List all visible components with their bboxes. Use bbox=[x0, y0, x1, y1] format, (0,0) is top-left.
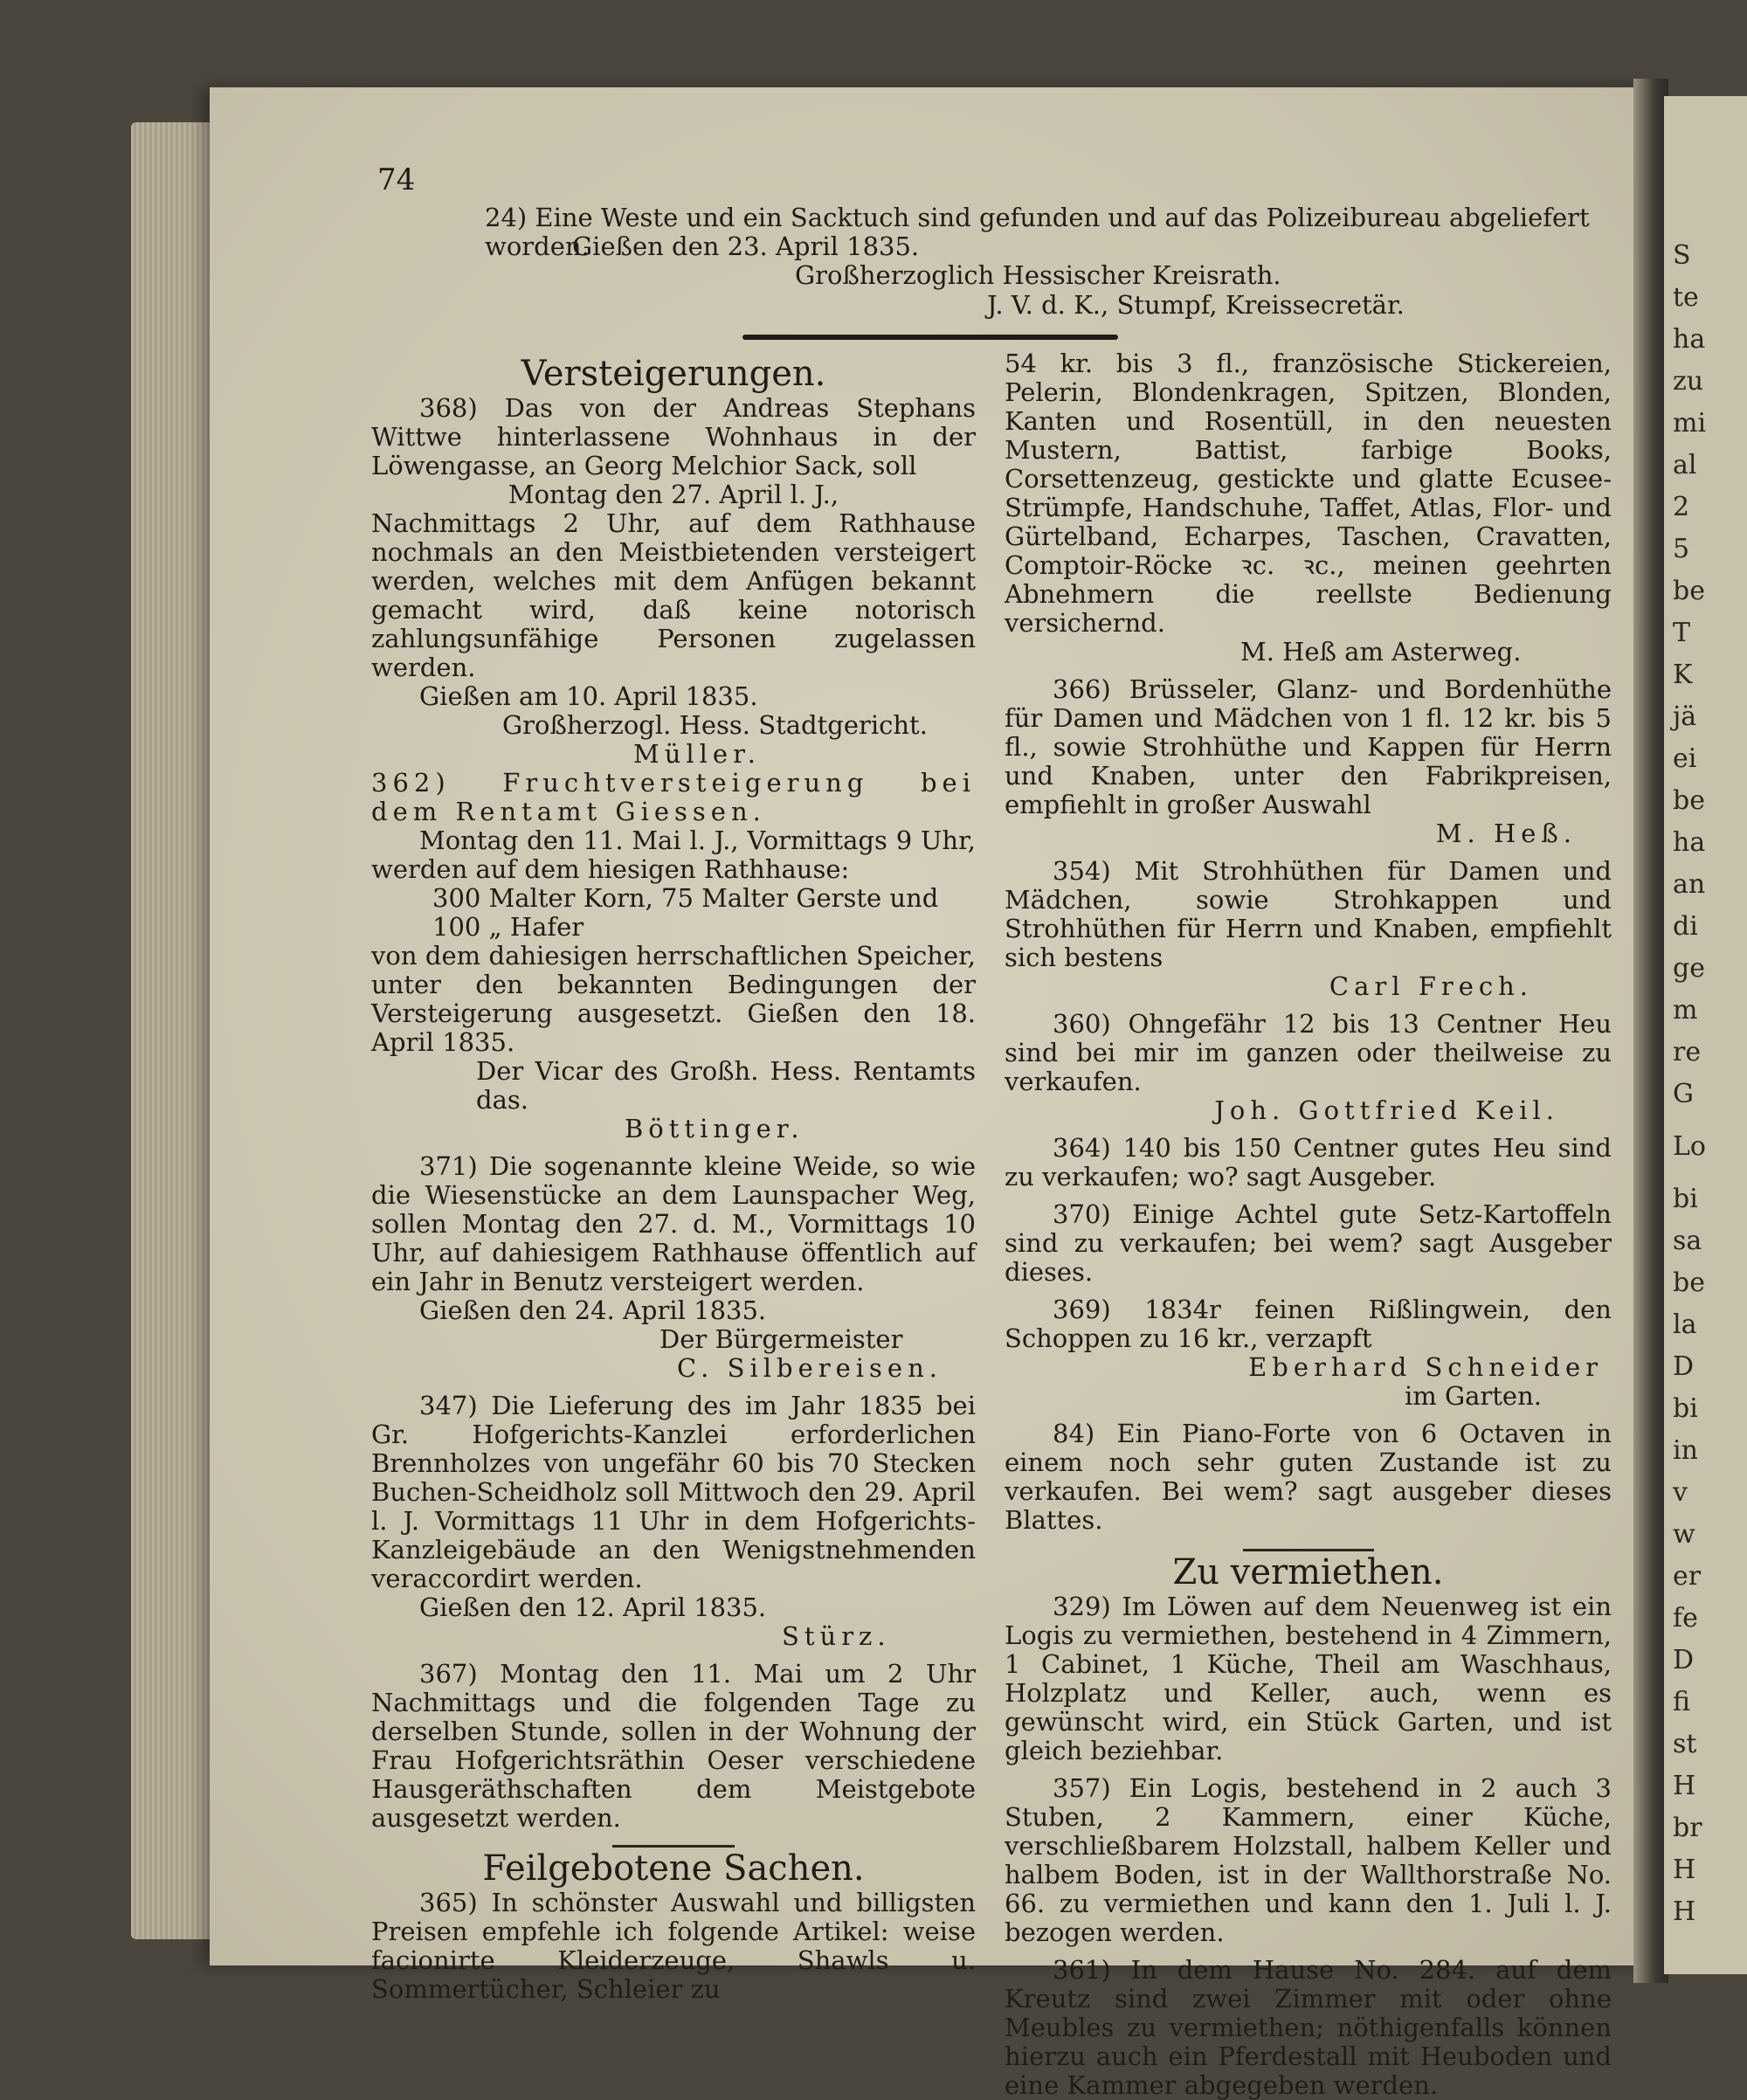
facing-page-fragment: be bbox=[1673, 1268, 1705, 1298]
notice-365: 365) In schönster Auswahl und billigsten Preisen empfehle ich folgende Artikel: weise facionirte Kleiderzeuge, Shawls u. Sommertücher, Schleier zu bbox=[371, 1888, 976, 2004]
book-gutter bbox=[1633, 79, 1668, 1983]
facing-page-fragment: S bbox=[1673, 240, 1691, 271]
facing-page-fragment: D bbox=[1673, 1645, 1695, 1675]
facing-page-fragment: ei bbox=[1673, 743, 1697, 774]
heading-goods: Feilgebotene Sachen. bbox=[482, 1848, 865, 1889]
facing-page-fragment: K bbox=[1673, 660, 1693, 690]
facing-page-fragment: br bbox=[1673, 1813, 1702, 1843]
notice-368-authority: Großherzogl. Hess. Stadtgericht. bbox=[502, 710, 928, 740]
notice-362-item2: 100 „ Hafer bbox=[432, 912, 584, 942]
page-number: 74 bbox=[377, 162, 416, 197]
notice-24-authority: Großherzoglich Hessischer Kreisrath. bbox=[795, 260, 1281, 290]
notice-368-place: Gießen am 10. April 1835. bbox=[419, 681, 758, 711]
notice-366-signer: M. Heß. bbox=[1435, 819, 1577, 848]
facing-page-fragment: D bbox=[1673, 1351, 1695, 1382]
facing-page-fragment: Lo bbox=[1673, 1131, 1706, 1162]
notice-354-signer: Carl Frech. bbox=[1329, 971, 1533, 1001]
facing-page-fragment: H bbox=[1673, 1771, 1696, 1801]
notice-365-signer: M. Heß am Asterweg. bbox=[1240, 637, 1522, 667]
notice-360: 360) Ohngefähr 12 bis 13 Centner Heu sind bei mir im ganzen oder theilweise zu verkaufen. bbox=[1005, 1009, 1612, 1096]
facing-page-fragment: be bbox=[1673, 785, 1705, 816]
section-rule bbox=[612, 1845, 735, 1848]
facing-page-fragment: bi bbox=[1673, 1184, 1698, 1214]
notice-371: 371) Die sogenannte kleine Weide, so wie die Wiesenstücke an dem Launspacher Weg, sollen Montag den 27. d. M., Vormittags 10 Uhr, auf dahiesigem Rathhause öffentlich auf ein Jahr in Benutz versteigert werden. bbox=[371, 1151, 976, 1296]
facing-page-fragment: T bbox=[1673, 618, 1691, 648]
facing-page-fragment: sa bbox=[1673, 1226, 1702, 1256]
section-rule-2 bbox=[1243, 1549, 1374, 1551]
notice-369-signer-place: im Garten. bbox=[1404, 1381, 1542, 1411]
facing-page-fragment: ha bbox=[1673, 827, 1706, 858]
facing-page-fragment: 5 bbox=[1673, 534, 1690, 564]
facing-page-fragment: bi bbox=[1673, 1393, 1698, 1424]
facing-page-fragment: st bbox=[1673, 1729, 1697, 1759]
facing-page-fragment: H bbox=[1673, 1896, 1696, 1927]
facing-page-fragment: zu bbox=[1673, 366, 1704, 397]
notice-362-signer: Böttinger. bbox=[625, 1114, 804, 1143]
notice-357: 357) Ein Logis, bestehend in 2 auch 3 Stuben, 2 Kammern, einer Küche, verschließbarem Holzstall, halbem Keller und halbem Boden, ist in der Wallthorstraße No. 66. zu vermiethen und kann den 1. Juli l. J. bezogen werden. bbox=[1005, 1773, 1612, 1947]
notice-364: 364) 140 bis 150 Centner gutes Heu sind zu verkaufen; wo? sagt Ausgeber. bbox=[1005, 1133, 1612, 1192]
notice-371-place: Gießen den 24. April 1835. bbox=[419, 1295, 767, 1325]
notice-370: 370) Einige Achtel gute Setz-Kartoffeln sind zu verkaufen; bei wem? sagt Ausgeber dieses. bbox=[1005, 1199, 1612, 1287]
notice-369: 369) 1834r feinen Rißlingwein, den Schoppen zu 16 kr., verzapft bbox=[1005, 1295, 1612, 1353]
facing-page-fragment: G bbox=[1673, 1079, 1694, 1109]
facing-page-fragment: H bbox=[1673, 1855, 1696, 1885]
notice-362: Montag den 11. Mai l. J., Vormittags 9 Uhr, werden auf dem hiesigen Rathhause: bbox=[371, 825, 976, 884]
notice-24-signer: J. V. d. K., Stumpf, Kreissecretär. bbox=[987, 290, 1405, 320]
notice-368-body: Nachmittags 2 Uhr, auf dem Rathhause nochmals an den Meistbietenden versteigert werden, welches mit dem Anfügen bekannt gemacht wird, daß keine notorisch zahlungsunfähige Personen zugelassen werden. bbox=[371, 508, 976, 682]
notice-347: 347) Die Lieferung des im Jahr 1835 bei Gr. Hofgerichts-Kanzlei erforderlichen Brennholzes von ungefähr 60 bis 70 Stecken Buchen-Scheidholz soll Mittwoch den 29. April l. J. Vormittags 11 Uhr in dem Hofgerichts-Kanzleigebäude an den Wenigstnehmenden veraccordirt werden. bbox=[371, 1391, 976, 1593]
notice-368-signer: Müller. bbox=[633, 739, 761, 769]
notice-366: 366) Brüsseler, Glanz- und Bordenhüthe für Damen und Mädchen von 1 fl. 12 kr. bis 5 fl., sowie Strohhüthe und Kappen für Herrn und Knaben, unter den Fabrikpreisen, empfiehlt in großer Auswahl bbox=[1005, 674, 1612, 819]
header-rule bbox=[742, 335, 1118, 340]
facing-page-fragment: be bbox=[1673, 576, 1705, 606]
notice-329: 329) Im Löwen auf dem Neuenweg ist ein Logis zu vermiethen, bestehend in 4 Zimmern, 1 Cabinet, 1 Küche, Theil am Waschhaus, Holzplatz und Keller, auch, wenn es gewünscht wird, ein Stück Garten, und ist gleich beziehbar. bbox=[1005, 1592, 1612, 1765]
facing-page-edge bbox=[1664, 96, 1747, 1974]
notice-347-signer: Stürz. bbox=[782, 1621, 891, 1651]
notice-361: 361) In dem Hause No. 284. auf dem Kreutz sind zwei Zimmer mit oder ohne Meubles zu vermiethen; nöthigenfalls können hierzu auch ein Pferdestall mit Heuboden und eine Kammer abgegeben werden. bbox=[1005, 1955, 1612, 2100]
notice-362-body: von dem dahiesigen herrschaftlichen Speicher, unter den bekannten Bedingungen der Versteigerung ausgesetzt. Gießen den 18. April 1835. bbox=[371, 941, 976, 1057]
notice-24-date: Gießen den 23. April 1835. bbox=[572, 231, 920, 261]
facing-page-fragment: w bbox=[1673, 1519, 1695, 1550]
facing-page-fragment: fi bbox=[1673, 1687, 1691, 1717]
facing-page-fragment: mi bbox=[1673, 408, 1707, 439]
notice-354: 354) Mit Strohhüthen für Damen und Mädchen, sowie Strohkappen und Strohhüthen für Herrn und Knaben, empfiehlt sich bestens bbox=[1005, 856, 1612, 972]
facing-page-fragment: ge bbox=[1673, 953, 1705, 984]
notice-365-cont: 54 kr. bis 3 fl., französische Stickereien, Pelerin, Blondenkragen, Spitzen, Blonden, Kanten und Rosentüll, in den neuesten Mustern, Battist, farbige Books, Corsettenzeug, gestickte und glatte Ecusee-Strümpfe, Handschuhe, Taffet, Atlas, Flor- und Gürtelband, Echarpes, Taschen, Cravatten, Comptoir-Röcke ꝛc. ꝛc., meinen geehrten Abnehmern die reellste Bedienung versichernd. bbox=[1005, 349, 1612, 638]
notice-367: 367) Montag den 11. Mai um 2 Uhr Nachmittags und die folgenden Tage zu derselben Stunde, sollen in der Wohnung der Frau Hofgerichtsräthin Oeser verschiedene Hausgeräthschaften dem Meistgebote ausgesetzt werden. bbox=[371, 1659, 976, 1833]
notice-24: 24) Eine Weste und ein Sacktuch sind gefunden und auf das Polizeibureau abgeliefert worden. bbox=[485, 203, 1590, 261]
notice-84: 84) Ein Piano-Forte von 6 Octaven in einem noch sehr guten Zustande ist zu verkaufen. Bei wem? sagt ausgeber dieses Blattes. bbox=[1005, 1419, 1612, 1535]
facing-page-fragment: jä bbox=[1673, 701, 1697, 732]
facing-page-fragment: di bbox=[1673, 911, 1698, 942]
notice-371-authority: Der Bürgermeister bbox=[659, 1324, 903, 1354]
facing-page-fragment: an bbox=[1673, 869, 1706, 900]
notice-362-title: 362) Fruchtversteigerung bei dem Rentamt Giessen. bbox=[371, 768, 976, 826]
facing-page-fragment: ha bbox=[1673, 324, 1706, 355]
right-column bbox=[1005, 349, 1612, 2100]
facing-page-fragment: er bbox=[1673, 1561, 1702, 1592]
facing-page-fragment: 2 bbox=[1673, 492, 1690, 522]
facing-page-fragment: al bbox=[1673, 450, 1697, 480]
facing-page-fragment: te bbox=[1673, 282, 1699, 313]
left-column bbox=[371, 349, 976, 2004]
heading-rent: Zu vermiethen. bbox=[1172, 1552, 1444, 1592]
facing-page-fragment: v bbox=[1673, 1477, 1688, 1508]
facing-page-fragment: la bbox=[1673, 1309, 1697, 1340]
notice-362-item1: 300 Malter Korn, 75 Malter Gerste und bbox=[432, 883, 939, 913]
facing-page-fragment: m bbox=[1673, 995, 1698, 1026]
notice-362-authority: Der Vicar des Großh. Hess. Rentamts das. bbox=[476, 1056, 976, 1115]
heading-auctions: Versteigerungen. bbox=[521, 354, 826, 394]
notice-368-date: Montag den 27. April l. J., bbox=[508, 480, 839, 509]
facing-page-fragment: in bbox=[1673, 1435, 1698, 1466]
facing-page-fragment: fe bbox=[1673, 1603, 1698, 1634]
notice-369-signer: Eberhard Schneider bbox=[1248, 1352, 1603, 1382]
notice-347-place: Gießen den 12. April 1835. bbox=[419, 1592, 767, 1622]
notice-368: 368) Das von der Andreas Stephans Wittwe hinterlassene Wohnhaus in der Löwengasse, an Georg Melchior Sack, soll bbox=[371, 393, 976, 480]
notice-371-signer: C. Silbereisen. bbox=[677, 1353, 943, 1383]
notice-360-signer: Joh. Gottfried Keil. bbox=[1214, 1095, 1559, 1125]
facing-page-fragment: re bbox=[1673, 1037, 1702, 1067]
